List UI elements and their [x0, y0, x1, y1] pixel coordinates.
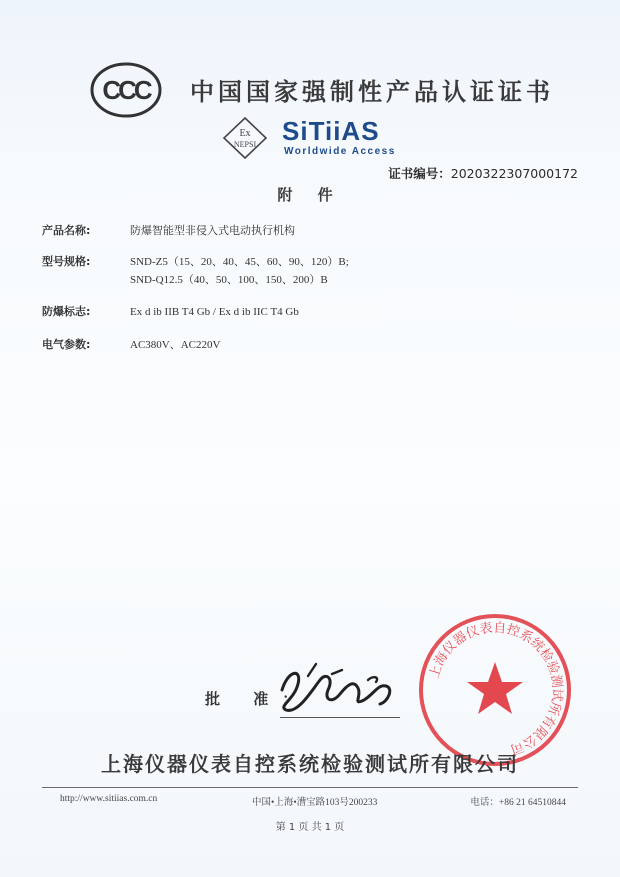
field-value-line: AC380V、AC220V	[130, 339, 221, 351]
issuer-name: 上海仪器仪表自控系统检验测试所有限公司	[101, 752, 519, 776]
seal-ring-text: 上海仪器仪表自控系统检验测试所有限公司	[427, 620, 565, 757]
field-value-line: 防爆智能型非侵入式电动执行机构	[130, 225, 295, 237]
field-label: 产品名称:	[42, 224, 91, 237]
field-value	[130, 336, 220, 354]
nepsi-ex-logo	[222, 116, 268, 160]
footer-divider	[42, 787, 578, 788]
certificate-title: 中国国家强制性产品认证证书	[190, 78, 554, 106]
field-label: 型号规格:	[42, 255, 91, 268]
ex-logo-bottom-text: NEPSI	[233, 140, 257, 149]
page-number: 第 1 页 共 1 页	[275, 822, 345, 833]
ex-logo-top-text: Ex	[239, 128, 251, 139]
field-value-line: SND-Q12.5（40、50、100、150、200）B	[130, 274, 328, 286]
certificate-number-label: 证书编号：	[388, 166, 451, 181]
footer	[42, 794, 578, 810]
certificate-number-value: 2020322307000172	[450, 166, 578, 181]
footer-phone: 电话：+86 21 64510844	[470, 798, 566, 808]
field-value	[130, 303, 299, 321]
sitiias-tagline: Worldwide Access	[284, 146, 396, 157]
approval-label: 批 准：	[205, 690, 312, 708]
ccc-logo-text: CCC	[102, 75, 150, 105]
official-seal	[415, 610, 575, 770]
certificate-header	[90, 62, 554, 122]
sitiias-logo: SiTiiAS	[282, 116, 380, 146]
field-label: 电气参数:	[42, 338, 91, 351]
field-value-line: SND-Z5（15、20、40、45、60、90、120）B;	[130, 256, 349, 268]
certificate-number	[388, 164, 578, 182]
seal-star-icon	[467, 662, 523, 714]
approver-signature	[268, 650, 408, 720]
footer-url[interactable]: http://www.sitiias.com.cn	[60, 794, 158, 804]
ccc-logo	[90, 62, 162, 118]
accreditation-logos	[222, 116, 422, 166]
signature-line	[280, 717, 400, 718]
field-value	[130, 253, 349, 289]
field-value-line: Ex d ib IIB T4 Gb / Ex d ib IIC T4 Gb	[130, 306, 299, 318]
annex-title: 附 件	[277, 186, 343, 204]
field-value	[130, 222, 295, 240]
footer-address: 中国•上海•漕宝路103号200233	[252, 798, 378, 808]
field-label: 防爆标志:	[42, 305, 91, 318]
